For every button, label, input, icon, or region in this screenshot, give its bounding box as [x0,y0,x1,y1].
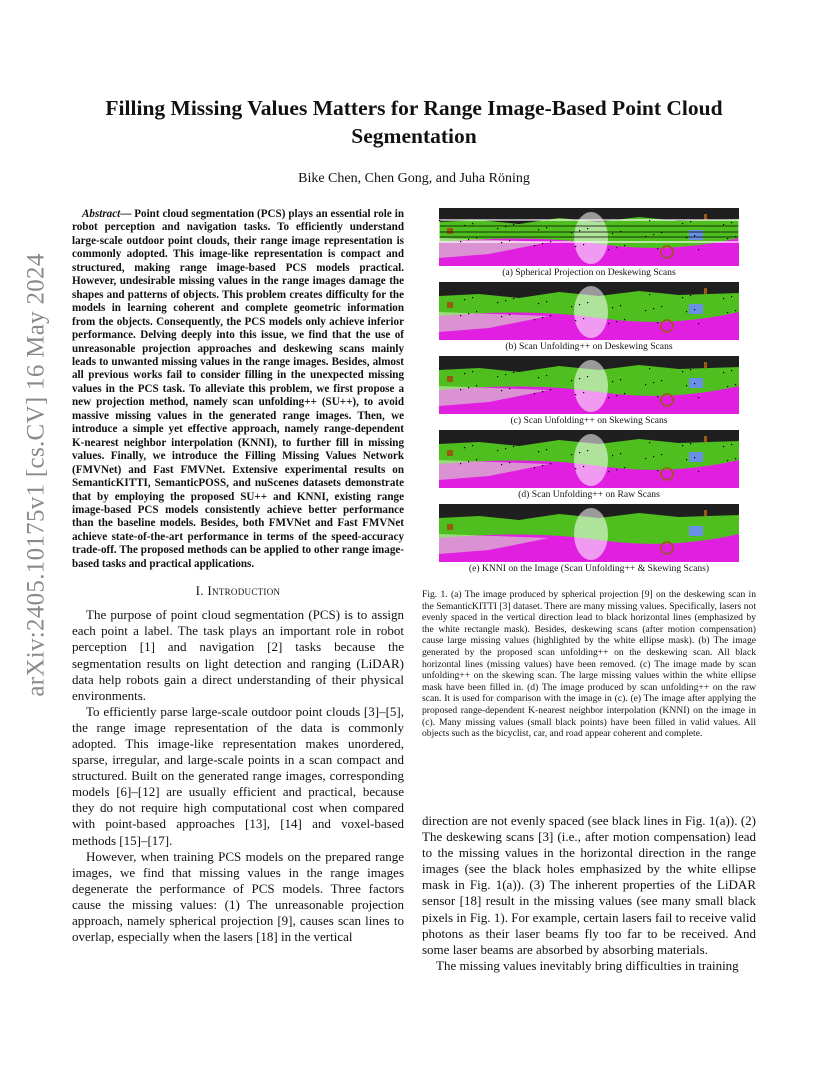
abstract-text: — Point cloud segmentation (PCS) plays an essential role in robot perception and navigation tasks. To efficiently understand large-scale outdoor point clouds, their range image representation is commonly adopted. This image-like representation is compact and structured, making range image-based PCS models practical. However, undesirable missing values in the range images damage the shapes and patterns of objects. This problem creates difficulty for the models in learning coherent and complete geometric information from the objects. Consequently, the PCS models only achieve inferior performance. Delving deeply into this issue, we find that the use of unreasonable projection approaches and deskewing scans mainly leads to unwanted missing values in the range images. Besides, almost all previous works fail to consider filling in the unexpected missing values in the PCS task. To alleviate this problem, we first propose a new projection method, namely scan unfolding++ (SU++), to avoid massive missing values in the generated range images. Then, we introduce a simple yet effective approach, namely range-dependent K-nearest neighbor interpolation (KNNI), to further fill in missing values. Finally, we introduce the Filling Missing Values Network (FMVNet) and Fast FMVNet. Extensive experimental results on SemanticKITTI, SemanticPOSS, and nuScenes datasets demonstrate that by employing the proposed SU++ and KNNI, existing range image-based PCS models consistently achieve better performance than the baseline models. Besides, both FMVNet and Fast FMVNet achieve state-of-the-art performance in terms of the speed-accuracy trade-off. The proposed methods can be applied to other range image-based tasks and practical applications. [72,208,404,570]
abstract-label: Abstract [82,208,121,220]
arxiv-stamp [22,253,52,697]
figure-1 [422,208,756,740]
subfigure-a [439,208,739,279]
subfigure-c [439,356,739,427]
section-heading-introduction: I. Introduction [195,583,281,599]
paper-title: Filling Missing Values Matters for Range Image-Based Point Cloud Segmentation [105,96,723,148]
range-image-b [439,282,739,340]
subcaption-a: (a) Spherical Projection on Deskewing Scans [502,267,676,278]
author-list: Bike Chen, Chen Gong, and Juha Röning [298,171,530,186]
right-column [422,208,756,740]
subfigure-e [439,504,739,575]
intro-paragraph-1: The purpose of point cloud segmentation (PCS) is to assign each point a label. The task plays an important role in robot perception [1] and navigation [2] tasks because the segmentation results on light detection and ranging (LiDAR) data help robots gain a direct understanding of their physical environments. [72,607,404,703]
left-column [72,208,404,945]
subcaption-d: (d) Scan Unfolding++ on Raw Scans [518,489,660,500]
body-paragraph-next: The missing values inevitably bring difficulties in training [436,957,739,973]
arxiv-id-text: arXiv:2405.10175v1 [cs.CV] 16 May 2024 [23,253,51,697]
range-image-c [439,356,739,414]
intro-paragraph-3: However, when training PCS models on the prepared range images, we find that missing values in the range images degenerate the performance of PCS models. Three factors cause the missing values: (1) The unreasonable projection approach, namely spherical projection [9], causes scan lines to overlap, especially when the lasers [18] in the vertical [72,848,404,945]
range-image-e [439,504,739,562]
subcaption-c: (c) Scan Unfolding++ on Skewing Scans [510,415,668,426]
intro-paragraph-2: To efficiently parse large-scale outdoor point clouds [3]–[5], the range image representation of the data is commonly adopted. This image-like representation makes unordered, sparse, irregular, and large-scale points in a scan compact and structured. Built on the generated range images, corresponding models [6]–[12] are usually efficient and practical, because they do not require high computational cost when compared with point-based approaches [13], [14] and voxel-based methods [15]–[17]. [72,703,404,848]
range-image-a [439,208,739,266]
subcaption-b: (b) Scan Unfolding++ on Deskewing Scans [505,341,673,352]
subcaption-e: (e) KNNI on the Image (Scan Unfolding++ & Skewing Scans) [468,563,710,574]
subfigure-b [439,282,739,353]
body-paragraph-continued: direction are not evenly spaced (see black lines in Fig. 1(a)). (2) The deskewing scans [3] (i.e., after motion compensation) lead to the missing values in the horizontal direction in the range images (see the black holes emphasized by the white ellipse mask in Fig. 1(a)). (3) The inherent properties of the LiDAR sensor [18] result in the missing values (see many small black pixels in Fig. 1). For example, certain lasers fail to receive valid photons as their laser beams fly too far to be received. And some laser beams are absorbed by absorbing materials. [422,813,756,957]
subfigure-d [439,430,739,501]
figure-caption: Fig. 1. (a) The image produced by spherical projection [9] on the deskewing scan in the SemanticKITTI [3] dataset. There are many missing values. Specifically, lasers not evenly spaced in the vertical direction lead to black horizontal lines (emphasized by the white rectangle mask). Besides, deskewing scans (after motion compensation) cause large missing values (highlighted by the white ellipse mask). (b) The image generated by the proposed scan unfolding++ on the deskewing scan. All black horizontal lines (missing values) have been removed. (c) The image made by scan unfolding++ on the skewing scan. The large missing values within the white ellipse mask have been filled in. (d) The image produced by scan unfolding++ on the raw scan. It is used for comparison with the image in (c). (e) The image after applying the proposed range-dependent K-nearest neighbor interpolation (KNNI) on the image in (c). Many missing values (small black points) have been filled in valid values. All objects such as the bicyclist, car, and road appear coherent and complete. [422,589,756,740]
range-image-d [439,430,739,488]
abstract [72,208,404,571]
right-column-body [422,813,756,974]
